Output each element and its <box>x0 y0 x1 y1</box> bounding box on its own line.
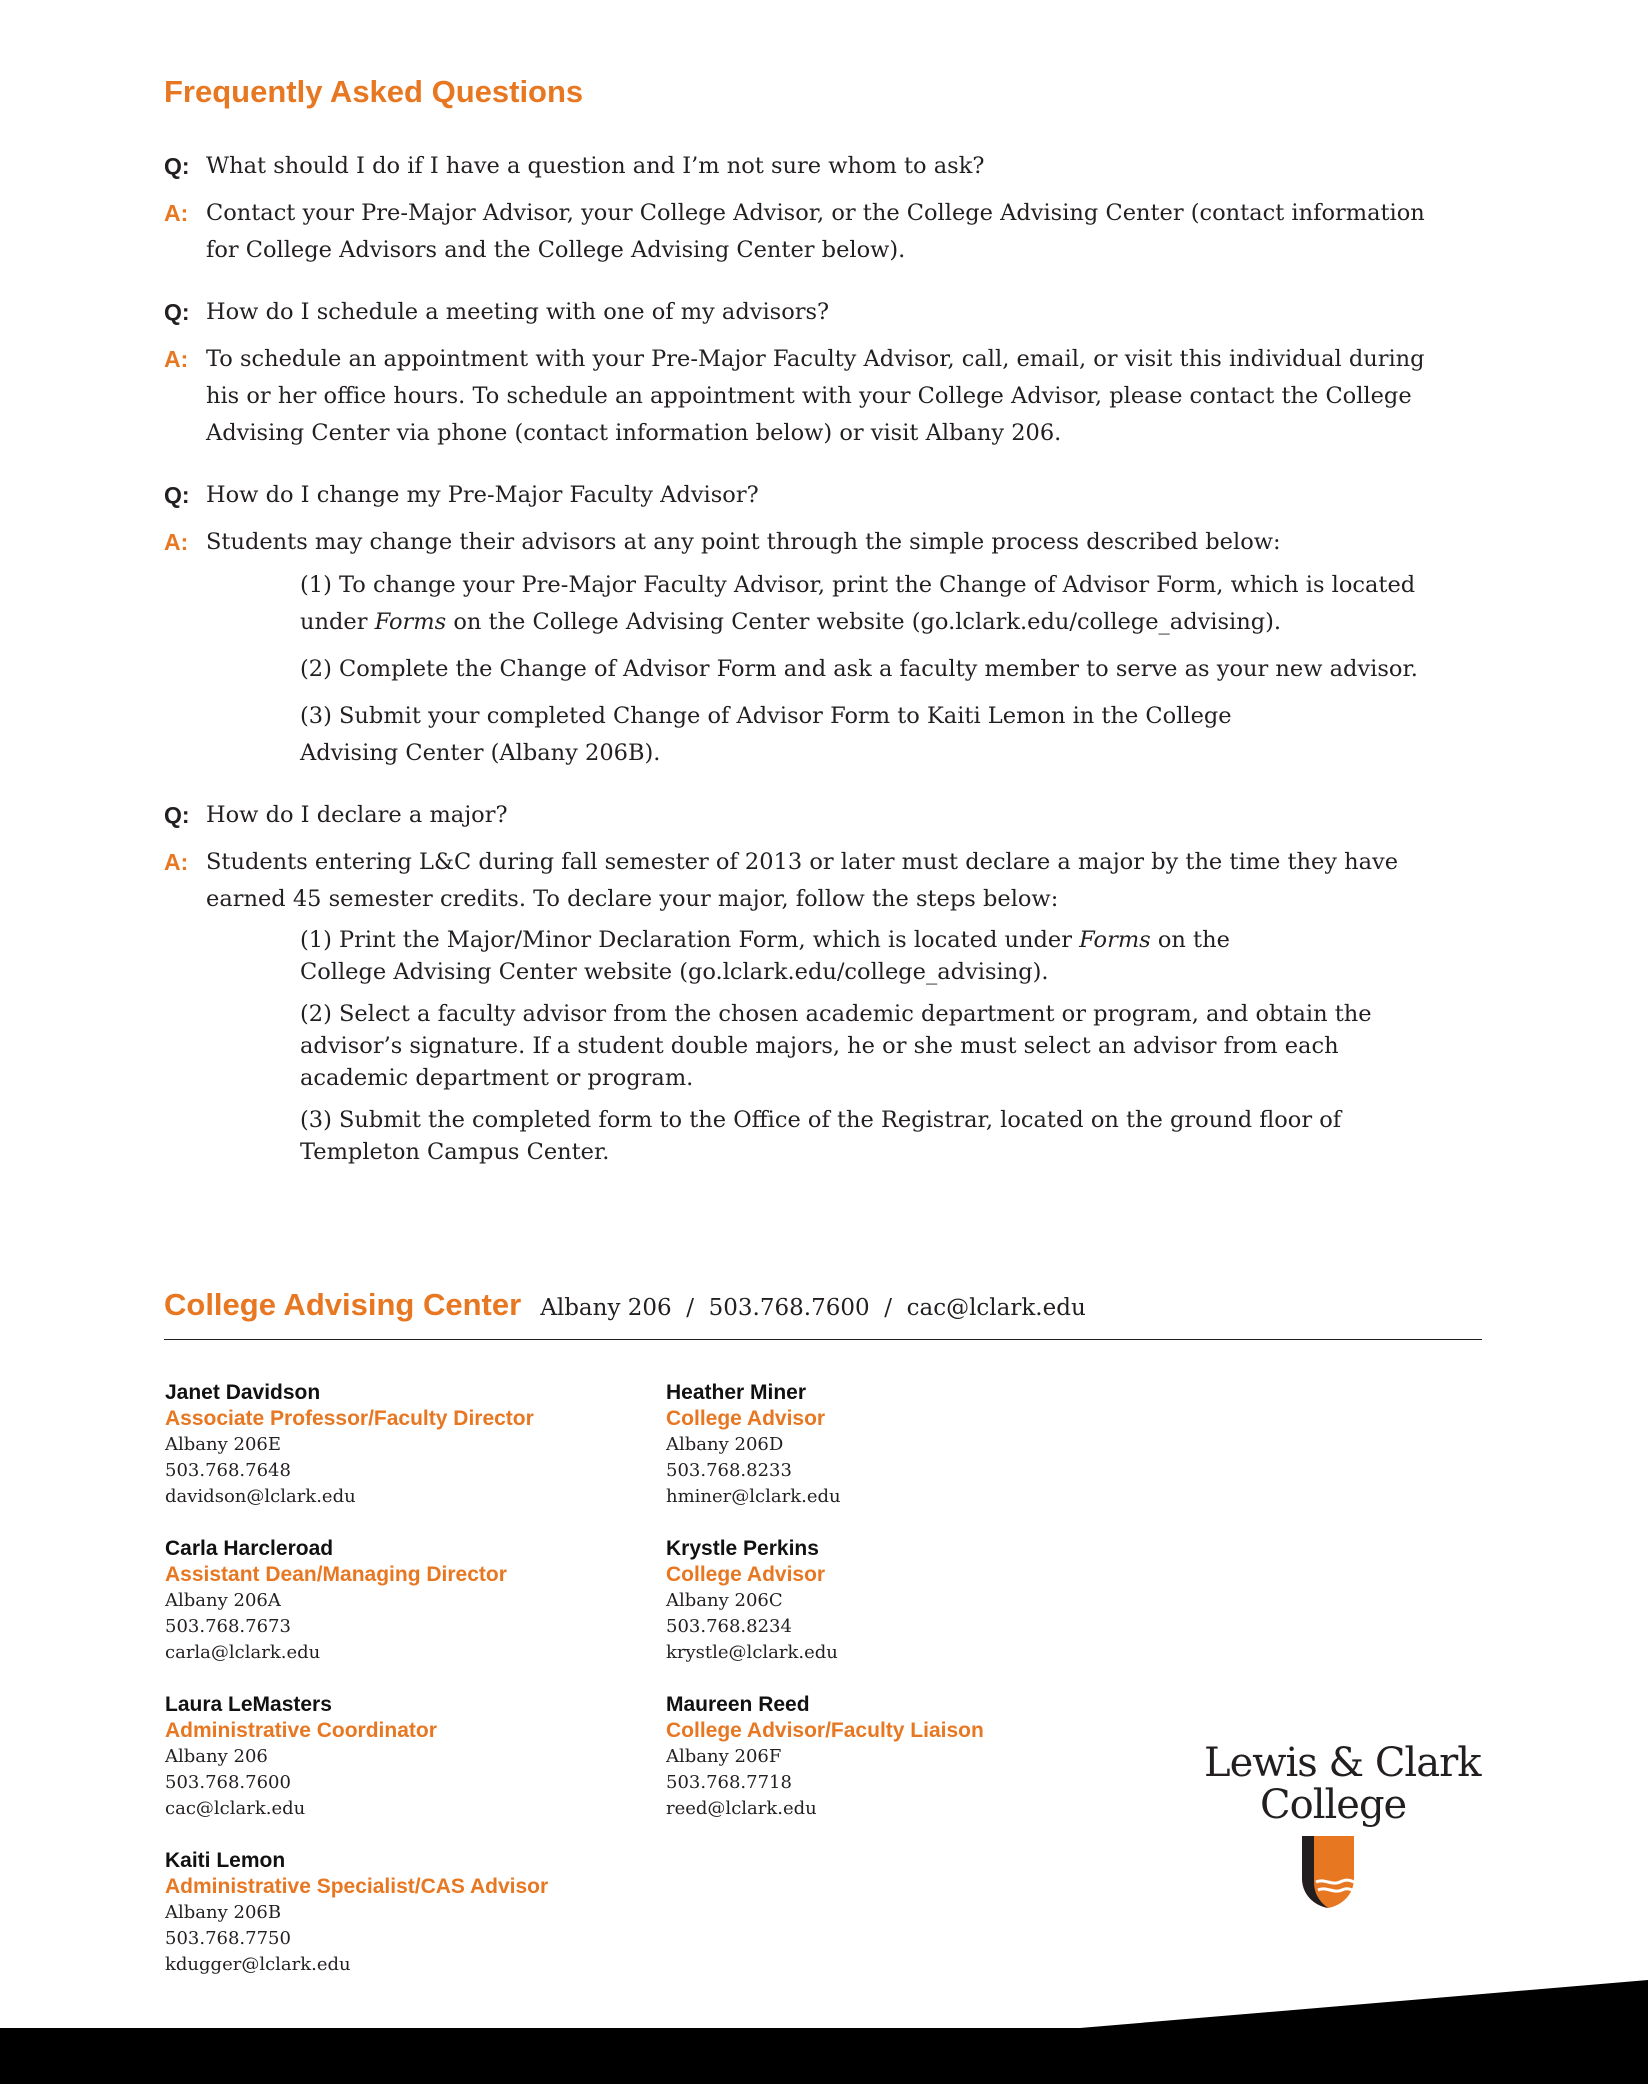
faq-question <box>164 797 1464 834</box>
step-list <box>300 567 1450 772</box>
staff-role: College Advisor/Faculty Liaison <box>666 1719 984 1742</box>
shield-icon <box>1300 1834 1356 1910</box>
step-item: (2) Select a faculty advisor from the chosen academic department or program, and obtain the advisor’s signature. If a student double majors, he or she must select an advisor from each academic department or program. <box>300 1001 1372 1091</box>
staff-name: Laura LeMasters <box>165 1693 332 1716</box>
staff-role: College Advisor <box>666 1563 826 1586</box>
staff-office: Albany 206B <box>165 1902 282 1923</box>
staff-office: Albany 206C <box>666 1590 783 1611</box>
step-item: (3) Submit the completed form to the Office of the Registrar, located on the ground floor of Templeton Campus Center. <box>300 1107 1342 1165</box>
step-item: (2) Complete the Change of Advisor Form and ask a faculty member to serve as your new advisor. <box>300 656 1418 682</box>
step-item: (1) Print the Major/Minor Declaration Form, which is located under Forms on the College Advising Center website (go.lclark.edu/college_advising). <box>300 927 1230 985</box>
staff-column-left <box>165 1380 615 2004</box>
faq-answer <box>164 844 1464 1168</box>
staff-card <box>165 1692 615 1822</box>
question-text: How do I schedule a meeting with one of my advisors? <box>206 299 830 325</box>
answer-label: A: <box>164 200 189 226</box>
college-logo <box>1200 1740 1481 1920</box>
answer-text: Students entering L&C during fall semester of 2013 or later must declare a major by the time they have earned 45 semester credits. To declare your major, follow the steps below: <box>206 849 1399 912</box>
staff-email[interactable]: cac@lclark.edu <box>165 1798 306 1819</box>
staff-role: Administrative Specialist/CAS Advisor <box>165 1875 549 1898</box>
answer-label: A: <box>164 346 189 372</box>
staff-email[interactable]: krystle@lclark.edu <box>666 1642 838 1663</box>
logo-wordmark-line2: College <box>1260 1782 1407 1828</box>
staff-card <box>165 1380 615 1510</box>
staff-office: Albany 206A <box>165 1590 281 1611</box>
answer-text: Students may change their advisors at any point through the simple process described below: <box>206 529 1281 555</box>
advising-center-heading <box>164 1287 1482 1340</box>
staff-phone: 503.768.7648 <box>165 1460 291 1481</box>
footer-band <box>0 1970 1648 2084</box>
step-item: (1) To change your Pre-Major Faculty Advisor, print the Change of Advisor Form, which is located under Forms on the College Advising Center website (go.lclark.edu/college_advising). <box>300 572 1416 635</box>
faq-answer <box>164 341 1464 452</box>
staff-column-right <box>666 1380 1116 1848</box>
staff-role: Assistant Dean/Managing Director <box>165 1563 507 1586</box>
staff-email[interactable]: kdugger@lclark.edu <box>165 1954 351 1975</box>
staff-phone: 503.768.8234 <box>666 1616 792 1637</box>
logo-wordmark-line1: Lewis & Clark <box>1204 1740 1481 1786</box>
question-text: How do I declare a major? <box>206 802 508 828</box>
faq-answer <box>164 524 1464 772</box>
answer-text: To schedule an appointment with your Pre-Major Faculty Advisor, call, email, or visit this individual during his or her office hours. To schedule an appointment with your College Advisor, please contact the College Advising Center via phone (contact information below) or visit Albany 206. <box>206 346 1425 446</box>
question-label: Q: <box>164 802 190 828</box>
question-label: Q: <box>164 482 190 508</box>
staff-office: Albany 206F <box>666 1746 782 1767</box>
staff-card <box>165 1536 615 1666</box>
staff-role: College Advisor <box>666 1407 826 1430</box>
staff-card <box>165 1848 615 1978</box>
staff-role: Administrative Coordinator <box>165 1719 437 1742</box>
question-text: What should I do if I have a question and I’m not sure whom to ask? <box>206 153 985 179</box>
staff-phone: 503.768.7750 <box>165 1928 291 1949</box>
faq-answer <box>164 195 1464 269</box>
staff-office: Albany 206D <box>666 1434 784 1455</box>
staff-name: Carla Harcleroad <box>165 1537 334 1560</box>
staff-name: Kaiti Lemon <box>165 1849 286 1872</box>
faq-list <box>164 148 1464 1193</box>
staff-name: Janet Davidson <box>165 1381 321 1404</box>
staff-email[interactable]: reed@lclark.edu <box>666 1798 817 1819</box>
answer-label: A: <box>164 529 189 555</box>
step-list <box>300 924 1450 1168</box>
staff-card <box>666 1380 1116 1510</box>
faq-question <box>164 148 1464 185</box>
faq-question <box>164 294 1464 331</box>
step-item: (3) Submit your completed Change of Advisor Form to Kaiti Lemon in the College Advising Center (Albany 206B). <box>300 703 1232 766</box>
question-label: Q: <box>164 299 190 325</box>
staff-card <box>666 1536 1116 1666</box>
staff-office: Albany 206 <box>165 1746 268 1767</box>
answer-text: Contact your Pre-Major Advisor, your College Advisor, or the College Advising Center (contact information for College Advisors and the College Advising Center below). <box>206 200 1425 263</box>
staff-email[interactable]: davidson@lclark.edu <box>165 1486 356 1507</box>
advising-center-contact: Albany 206 / 503.768.7600 / cac@lclark.edu <box>540 1295 1086 1321</box>
staff-phone: 503.768.7673 <box>165 1616 291 1637</box>
staff-office: Albany 206E <box>165 1434 281 1455</box>
staff-card <box>666 1692 1116 1822</box>
staff-email[interactable]: hminer@lclark.edu <box>666 1486 841 1507</box>
staff-name: Krystle Perkins <box>666 1537 819 1560</box>
question-label: Q: <box>164 153 190 179</box>
advising-center-name: College Advising Center <box>164 1287 522 1322</box>
staff-phone: 503.768.8233 <box>666 1460 792 1481</box>
faq-question <box>164 477 1464 514</box>
question-text: How do I change my Pre-Major Faculty Advisor? <box>206 482 759 508</box>
staff-phone: 503.768.7718 <box>666 1772 792 1793</box>
answer-label: A: <box>164 849 189 875</box>
staff-role: Associate Professor/Faculty Director <box>165 1407 534 1430</box>
faq-title: Frequently Asked Questions <box>164 74 584 109</box>
staff-name: Heather Miner <box>666 1381 807 1404</box>
staff-phone: 503.768.7600 <box>165 1772 291 1793</box>
staff-email[interactable]: carla@lclark.edu <box>165 1642 321 1663</box>
staff-name: Maureen Reed <box>666 1693 810 1716</box>
